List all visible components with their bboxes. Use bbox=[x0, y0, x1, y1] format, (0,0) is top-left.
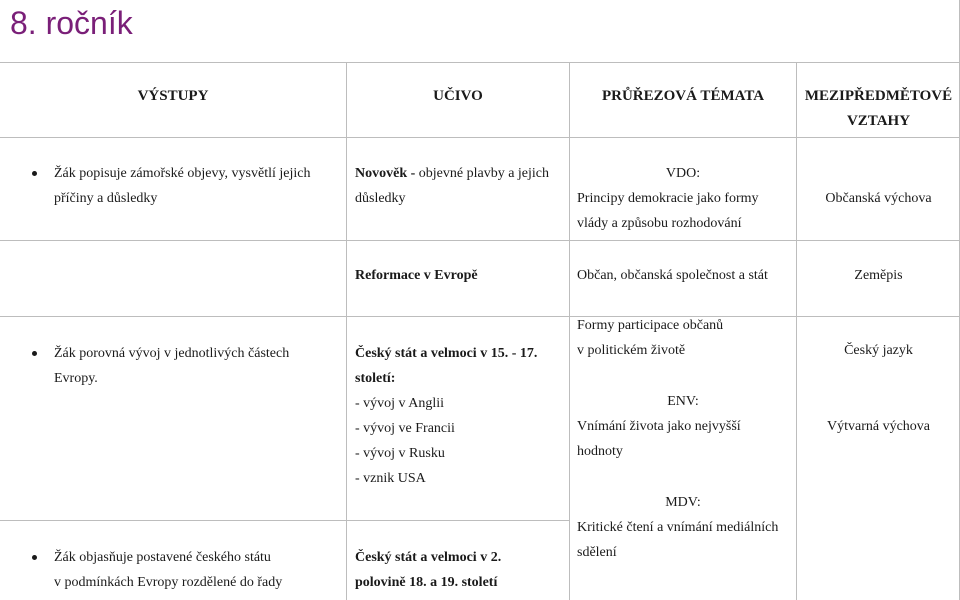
table-border-top bbox=[0, 62, 960, 63]
mezi-text: Český jazyk bbox=[844, 343, 913, 358]
tema-text: Kritické čtení a vnímání mediálních bbox=[577, 520, 779, 535]
ucivo-text: důsledky bbox=[355, 191, 406, 206]
column-divider bbox=[569, 62, 570, 600]
header-mezipredmetove-line2: VZTAHY bbox=[846, 113, 911, 129]
ucivo-list-item: - vývoj ve Francii bbox=[355, 421, 455, 436]
vystup-text: Žák porovná vývoj v jednotlivých částech bbox=[54, 346, 290, 361]
row-divider bbox=[0, 520, 570, 521]
mezi-text: Výtvarná výchova bbox=[826, 419, 931, 434]
tema-text: vlády a způsobu rozhodování bbox=[577, 216, 742, 231]
ucivo-text: Český stát a velmoci v 15. - 17. bbox=[355, 346, 538, 361]
tema-text: sdělení bbox=[577, 545, 617, 560]
vystup-text: Evropy. bbox=[54, 371, 98, 386]
tema-text: hodnoty bbox=[577, 444, 623, 459]
vystup-text: příčiny a důsledky bbox=[54, 191, 158, 206]
tema-text: Vnímání života jako nejvyšší bbox=[577, 419, 741, 434]
ucivo-rest: objevné plavby a jejich bbox=[415, 166, 550, 181]
ucivo-text: století: bbox=[355, 371, 396, 386]
ucivo-text: polovině 18. a 19. století bbox=[355, 575, 498, 590]
tema-text: Formy participace občanů bbox=[577, 318, 724, 333]
row-divider bbox=[0, 240, 960, 241]
header-mezipredmetove-line1: MEZIPŘEDMĚTOVÉ bbox=[804, 88, 953, 104]
mezi-text: Občanská výchova bbox=[825, 191, 932, 206]
tema-heading-mdv: MDV: bbox=[665, 495, 701, 510]
ucivo-list-item: - vznik USA bbox=[355, 471, 426, 486]
tema-text: v politickém životě bbox=[577, 343, 686, 358]
vystup-text: Žák popisuje zámořské objevy, vysvětlí jejich bbox=[54, 166, 311, 181]
bullet-icon bbox=[32, 171, 37, 176]
mezi-text: Zeměpis bbox=[854, 268, 903, 283]
tema-heading-env: ENV: bbox=[667, 394, 699, 409]
page-title: 8. ročník bbox=[10, 5, 133, 41]
ucivo-list-item: - vývoj v Anglii bbox=[355, 396, 445, 411]
ucivo-text bbox=[355, 161, 549, 186]
ucivo-text: Reformace v Evropě bbox=[355, 268, 478, 283]
vystup-text: Žák objasňuje postavené českého státu bbox=[54, 550, 271, 565]
bullet-icon bbox=[32, 555, 37, 560]
tema-text: Občan, občanská společnost a stát bbox=[577, 268, 768, 283]
tema-text: Principy demokracie jako formy bbox=[577, 191, 759, 206]
tema-heading-vdo: VDO: bbox=[665, 166, 701, 181]
vystup-text: v podmínkách Evropy rozdělené do řady bbox=[54, 575, 283, 590]
row-divider bbox=[0, 137, 960, 138]
header-vystupy: VÝSTUPY bbox=[137, 88, 209, 104]
ucivo-bold-label: Novověk - bbox=[355, 166, 416, 181]
ucivo-list-item: - vývoj v Rusku bbox=[355, 446, 445, 461]
bullet-icon bbox=[32, 351, 37, 356]
row-divider bbox=[0, 316, 960, 317]
ucivo-text: Český stát a velmoci v 2. bbox=[355, 550, 502, 565]
column-divider bbox=[346, 62, 347, 600]
header-ucivo: UČIVO bbox=[433, 88, 483, 104]
column-divider bbox=[796, 62, 797, 600]
header-prurezova-temata: PRŮŘEZOVÁ TÉMATA bbox=[601, 88, 765, 104]
